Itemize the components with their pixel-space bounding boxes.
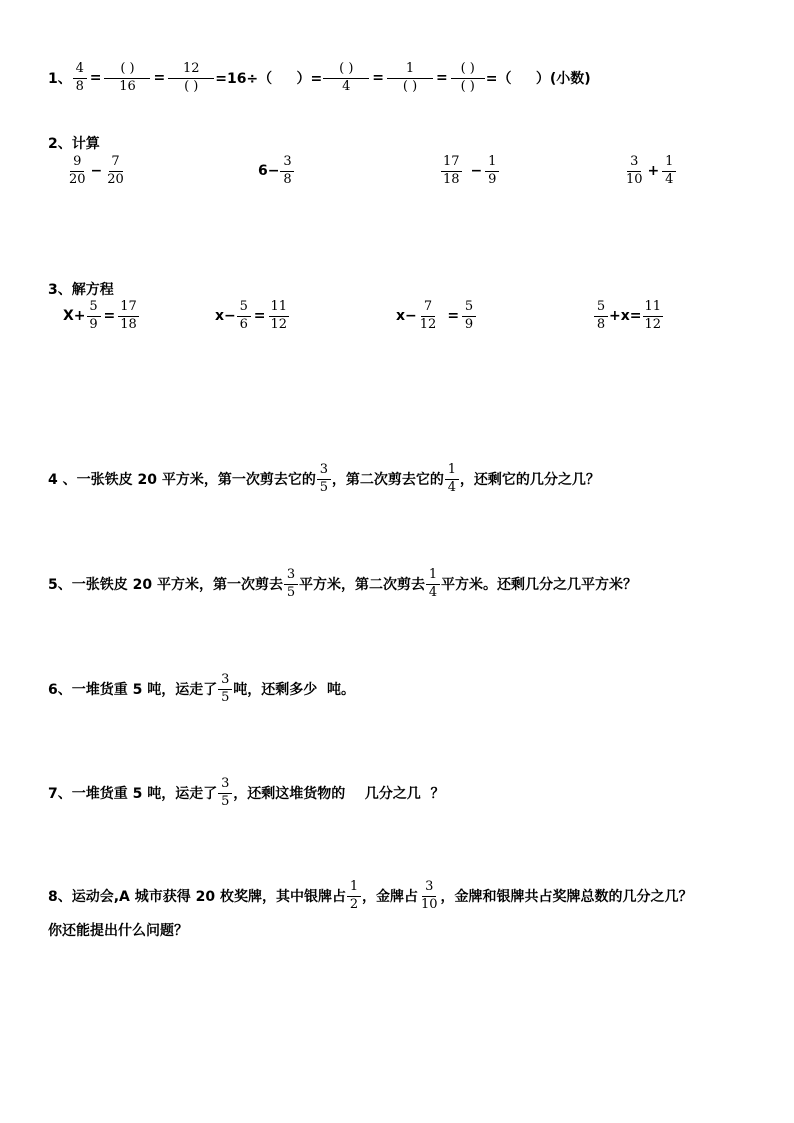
q1-fraction-1: $\frac{4}{8}$ — [73, 62, 87, 95]
q3-title: 3、解方程 — [48, 282, 114, 298]
q1-fraction-4: $\frac{( )}{4}$ — [323, 62, 369, 95]
q1-fraction-3: $\frac{12}{( )}$ — [168, 62, 214, 95]
question-6: 6、一堆货重 5 吨，运走了 $\frac{3}{5}$ 吨，还剩多少 吨。 — [48, 672, 355, 705]
q2-expr-4: $\frac{3}{10}$ + $\frac{1}{4}$ — [623, 155, 677, 188]
q1-label: 1、 — [48, 71, 72, 88]
q3-equation-3: x− $\frac{7}{12}$ = $\frac{5}{9}$ — [396, 300, 477, 333]
q3-equation-1: X+ $\frac{5}{9}$ = $\frac{17}{18}$ — [63, 299, 137, 332]
question-7: 7、一堆货重 5 吨，运走了 $\frac{3}{5}$ ，还剩这堆货物的 几分之几 ？ — [48, 776, 445, 809]
q2-title: 2、计算 — [48, 136, 100, 152]
q3-equation-4: $\frac{5}{8}$ +x= $\frac{11}{12}$ — [593, 300, 664, 333]
question-8: 8、运动会,A 城市获得 20 枚奖牌，其中银牌占 $\frac{1}{2}$ ，金牌占 $\frac{3}{10}$ ，金牌和银牌共占奖牌总数的几分之几？ — [48, 879, 693, 912]
q1-fraction-2: $\frac{( )}{16}$ — [104, 62, 150, 95]
question-5: 5、一张铁皮 20 平方米，第一次剪去 $\frac{3}{5}$ 平方米，第二次剪去 $\frac{1}{4}$ 平方米。还剩几分之几平方米？ — [48, 567, 637, 600]
q1-fraction-5: $\frac{1}{( )}$ — [387, 62, 433, 95]
q2-expr-1: $\frac{9}{20}$ − $\frac{7}{20}$ — [69, 154, 124, 187]
q3-equation-2: x− $\frac{5}{6}$ = $\frac{11}{12}$ — [215, 299, 288, 332]
q2-expr-3: $\frac{17}{18}$ − $\frac{1}{9}$ — [440, 155, 500, 188]
q1-decimal-text: =（ ）(小数) — [485, 71, 591, 88]
q2-expr-2: 6− $\frac{3}{8}$ — [258, 155, 295, 188]
question-4: 4 、一张铁皮 20 平方米，第一次剪去它的 $\frac{3}{5}$ ，第二次剪去它的 $\frac{1}{4}$ ，还剩它的几分之几？ — [48, 462, 600, 495]
q1-fraction-6: $\frac{( )}{( )}$ — [451, 62, 485, 95]
q1-divide-text: =16÷（ ）= — [215, 71, 323, 88]
question-8-line-2: 你还能提出什么问题？ — [48, 923, 188, 939]
question-1: 1、 $\frac{4}{8}$ = $\frac{( )}{16}$ = $\frac{12}{( )}$ =16÷（ ）= $\frac{( )}{4}$ = $\frac{1}{( )}$ = $\frac{( )}{( )}$ =（ ）(小数) — [48, 61, 591, 94]
